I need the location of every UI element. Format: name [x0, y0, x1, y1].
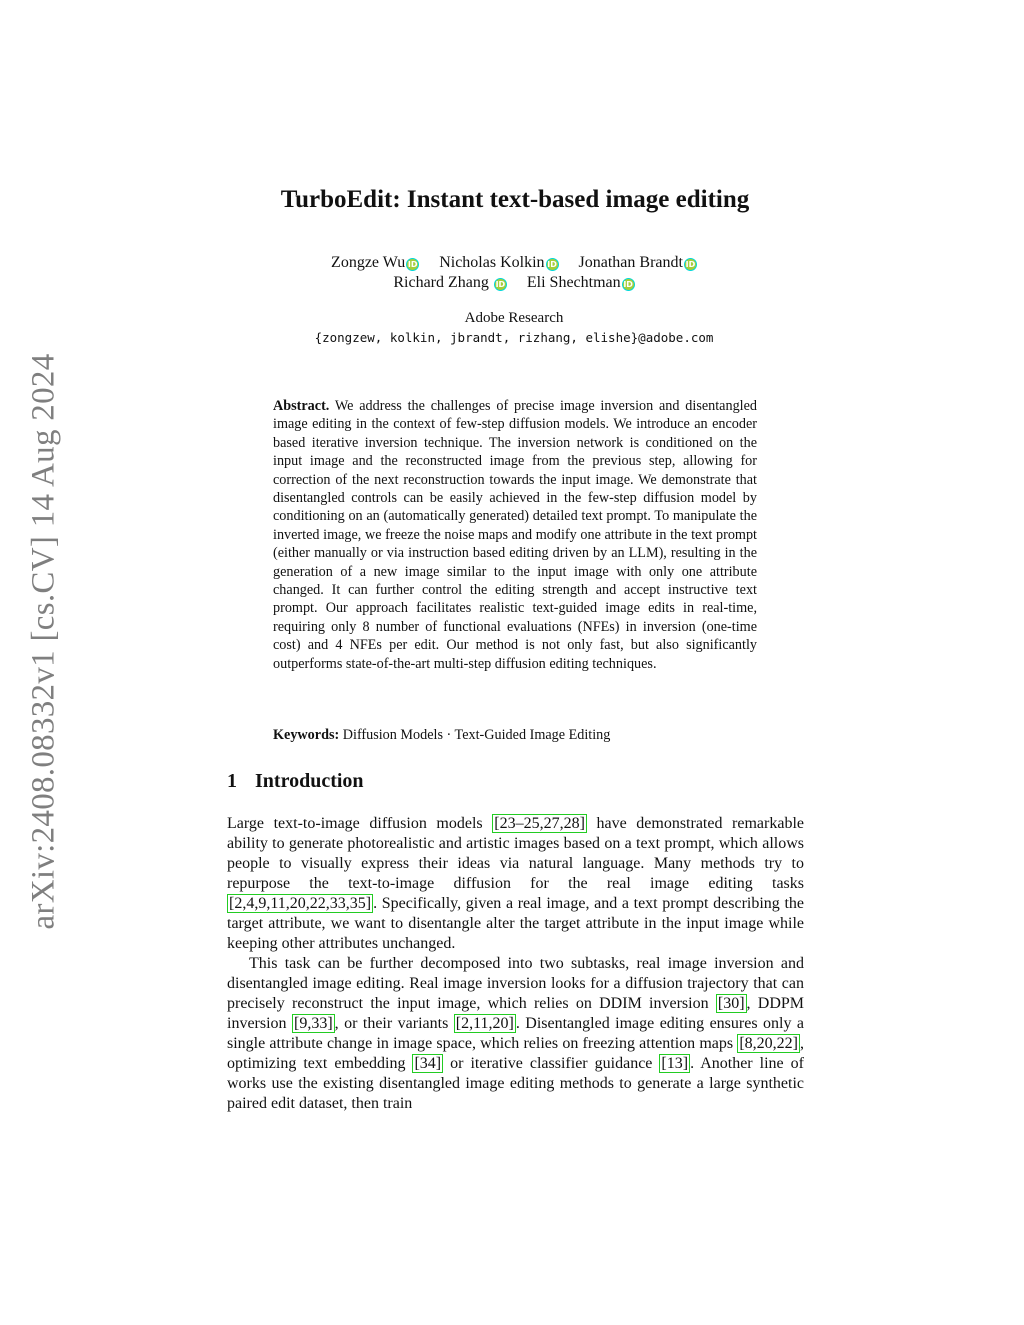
section-heading-introduction [227, 770, 364, 793]
keywords-text: Diffusion Models · Text-Guided Image Editing [342, 727, 611, 743]
orcid-icon[interactable]: ID [495, 280, 506, 289]
abstract-text: We address the challenges of precise image inversion and disentangled image editing in the context of few-step diffusion models. We introduce an encoder based iterative inversion technique. The inversion network is conditioned on the input image and the reconstructed image from the previous step, allowing for correction of the next reconstruction towards the input image. We demonstrate that disentangled controls can be easily achieved in the few-step diffusion model by conditioning on an (automatically generated) detailed text prompt. To manipulate the inverted image, we freeze the noise maps and modify one attribute in the text prompt (either manually or via instruction based editing driven by an LLM), resulting in the generation of a new image similar to the input image with only one attribute changed. It can further control the editing strength and accept instructive text prompt. Our approach facilitates realistic text-guided image edits in real-time, requiring only 8 number of functional evaluations (NFEs) in inversion (one-time cost) and 4 NFEs per edit. Our method is not only fast, but also significantly outperforms state-of-the-art multi-step diffusion editing techniques. [273, 398, 757, 672]
paper-title: TurboEdit: Instant text-based image editing [280, 186, 750, 213]
orcid-icon[interactable]: ID [685, 260, 696, 269]
orcid-icon[interactable]: ID [623, 280, 633, 289]
arxiv-sidebar [22, 345, 66, 937]
paragraph: Large text-to-image diffusion models [23–25,27,28] have demonstrated remarkable ability to generate photorealistic and artistic images based on a text prompt, which allows people to visually express their ideas via natural language. Many methods try to repurpose the text-to-image diffusion for the real image editing tasks [2,4,9,11,20,22,33,35] . Specifically, given a real image, and a text prompt describing the target attribute, we want to disentangle alter the target attribute in the input image while keeping other attributes unchanged. [227, 815, 805, 952]
section-number: 1 [227, 770, 237, 792]
introduction-body [227, 814, 804, 1114]
keywords-label: Keywords: [273, 727, 340, 743]
paragraph: This task can be further decomposed into two subtasks, real image inversion and disentangled image editing. Real image inversion looks for a diffusion trajectory that can precisely reconstruct the input image, which relies on DDIM inversion [30] , DDPM inversion [9,33] , or their variants [2,11,20] . Disentangled image editing ensures only a single attribute change in image space, which relies on freezing attention maps [8,20,22] , optimizing text embedding [34] or iterative classifier guidance [13] . Another line of works use the existing disentangled image editing methods to generate a large synthetic paired edit dataset, then train [227, 955, 805, 1112]
citation-link[interactable]: [2,11,20] [455, 1015, 514, 1032]
section-title: Introduction [255, 770, 364, 792]
abstract-label: Abstract. [273, 398, 330, 414]
citation-link[interactable]: [30] [717, 995, 745, 1012]
author: Eli Shechtman ID [526, 274, 633, 291]
abstract [273, 397, 757, 673]
author-list-line-1 [0, 254, 1024, 272]
author: Nicholas Kolkin ID [439, 254, 557, 271]
citation-link[interactable]: [34] [414, 1055, 442, 1072]
author: Zongze Wu ID [331, 254, 418, 271]
citation-link[interactable]: [13] [661, 1055, 689, 1072]
arxiv-identifier: arXiv:2408.08332v1 [cs.CV] 14 Aug 2024 [25, 352, 62, 930]
citation-link[interactable]: [23–25,27,28] [494, 815, 585, 832]
author-list-line-2 [0, 274, 1024, 292]
author-emails: {zongzew, kolkin, jbrandt, rizhang, elishe}@adobe.com [314, 330, 714, 345]
citation-link[interactable]: [8,20,22] [739, 1035, 798, 1052]
author: Jonathan Brandt ID [578, 254, 696, 271]
citation-link[interactable]: [9,33] [294, 1015, 333, 1032]
orcid-icon[interactable]: ID [547, 260, 557, 269]
keywords [273, 727, 757, 744]
citation-link[interactable]: [2,4,9,11,20,22,33,35] [229, 895, 372, 912]
orcid-icon[interactable]: ID [407, 260, 418, 269]
affiliation: Adobe Research [464, 310, 564, 326]
author: Richard Zhang ID [393, 274, 506, 291]
